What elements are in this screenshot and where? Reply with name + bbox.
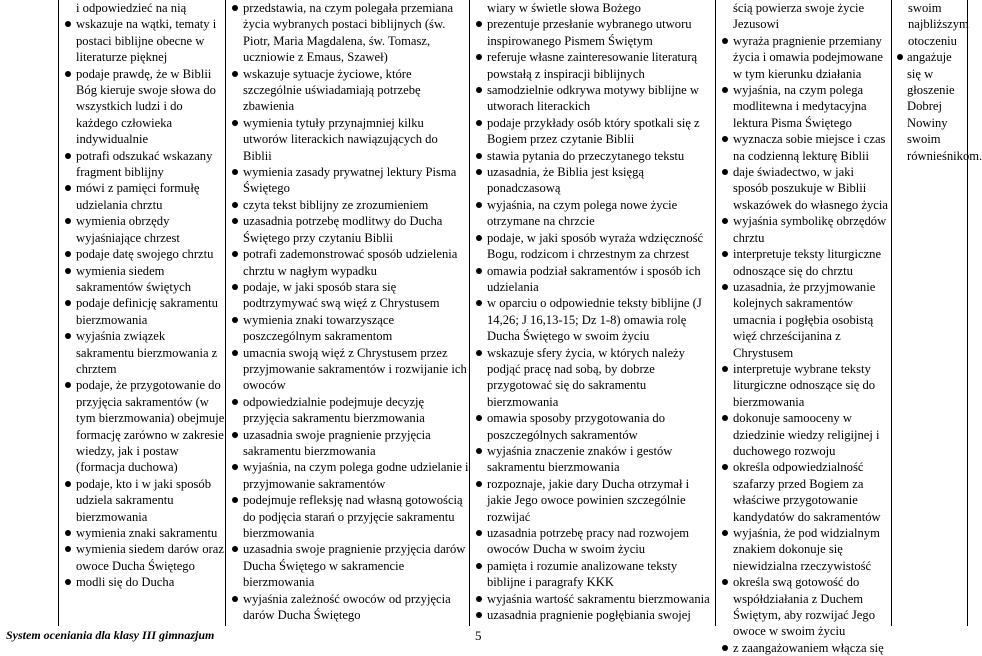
list-item: wyjaśnia symbolikę obrzędów chrztu (720, 213, 891, 246)
list-item-continuation: wiary w świetle słowa Bożego (487, 1, 641, 15)
list-item: w oparciu o odpowiednie teksty biblijne (J 14,26; J 16,13-15; Dz 1-8) omawia rolę Ducha Świętego w swoim życiu (474, 295, 715, 344)
list-item: mówi z pamięci formułę udzielania chrztu (63, 180, 225, 213)
column-2 (226, 0, 470, 626)
list-item: stawia pytania do przeczytanego tekstu (474, 148, 715, 164)
list-item: omawia podział sakramentów i sposób ich udzielania (474, 263, 715, 296)
list-item: samodzielnie odkrywa motywy biblijne w utworach literackich (474, 82, 715, 115)
list-item: modli się do Ducha (63, 574, 225, 590)
list-item: wskazuje na wątki, tematy i postaci biblijne obecne w literaturze pięknej (63, 16, 225, 65)
list-item: wskazuje sfery życia, w których należy podjąć pracę nad sobą, by dobrze przygotować się do sakramentu bierzmowania (474, 345, 715, 411)
list-item: podaje, kto i w jaki sposób udziela sakramentu bierzmowania (63, 476, 225, 525)
page-number: 5 (475, 628, 482, 643)
list-item: interpretuje wybrane teksty liturgiczne odnoszące się do bierzmowania (720, 361, 891, 410)
list-item: określa swą gotowość do współdziałania z Duchem Świętym, aby rozwijać Jego owoce w swoim życiu (720, 574, 891, 640)
list-item: wskazuje sytuacje życiowe, które szczególnie uświadamiają potrzebę zbawienia (230, 66, 469, 115)
list-item: wymienia tytuły przynajmniej kilku utworów literackich nawiązujących do Biblii (230, 115, 469, 164)
list-item: podaje, że przygotowanie do przyjęcia sakramentów (w tym bierzmowania) obejmuje formację zarówno w zakresie wiedzy, jak i postaw (formacja duchowa) (63, 377, 225, 475)
list-item: wymienia znaki sakramentu (63, 525, 225, 541)
list-item: podejmuje refleksję nad własną gotowością do podjęcia starań o przyjęcie sakramentu bierzmowania (230, 492, 469, 541)
column-3 (470, 0, 716, 626)
column-4 (716, 0, 892, 655)
list-item: podaje, w jaki sposób stara się podtrzymywać swą więź z Chrystusem (230, 279, 469, 312)
list-item: pamięta i rozumie analizowane teksty biblijne i paragrafy KKK (474, 558, 715, 591)
column-1 (59, 0, 226, 626)
list-item: podaje definicję sakramentu bierzmowania (63, 295, 225, 328)
list-item: potrafi odszukać wskazany fragment biblijny (63, 148, 225, 181)
list-item: uzasadnia potrzebę modlitwy do Ducha Świętego przy czytaniu Biblii (230, 213, 469, 246)
list-item: wyjaśnia wartość sakramentu bierzmowania (474, 591, 715, 607)
list-item: określa odpowiedzialność szafarzy przed Bogiem za właściwe przygotowanie kandydatów do sakramentów (720, 459, 891, 525)
list-item: wymienia znaki towarzyszące poszczególnym sakramentom (230, 312, 469, 345)
list-item: podaje datę swojego chrztu (63, 246, 225, 262)
list-item-continuation: i odpowiedzieć na nią (76, 1, 187, 15)
list-item: uzasadnia swoje pragnienie przyjęcia darów Ducha Świętego w sakramencie bierzmowania (230, 541, 469, 590)
list-item: podaje, w jaki sposób wyraża wdzięczność Bogu, rodzicom i chrzestnym za chrzest (474, 230, 715, 263)
list-item: interpretuje teksty liturgiczne odnoszące się do chrztu (720, 246, 891, 279)
list-item: wymienia obrzędy wyjaśniające chrzest (63, 213, 225, 246)
list-item: wymienia zasady prywatnej lektury Pisma Świętego (230, 164, 469, 197)
list-item: wymienia siedem darów oraz owoce Ducha Świętego (63, 541, 225, 574)
list-item: uzasadnia, że przyjmowanie kolejnych sakramentów umacnia i pogłębia osobistą więź chrześcijanina z Chrystusem (720, 279, 891, 361)
list-item: umacnia swoją więź z Chrystusem przez przyjmowanie sakramentów i rozwijanie ich owoców (230, 345, 469, 394)
list-item: podaje przykłady osób który spotkali się z Bogiem przez czytanie Biblii (474, 115, 715, 148)
list-item: wyjaśnia znaczenie znaków i gestów sakramentu bierzmowania (474, 443, 715, 476)
list-item: uzasadnia pragnienie pogłębiania swojej (474, 607, 715, 623)
list-item: wyraża pragnienie przemiany życia i omawia podejmowane w tym kierunku działania (720, 33, 891, 82)
list-item: prezentuje przesłanie wybranego utworu inspirowanego Pismem Świętym (474, 16, 715, 49)
list-item: uzasadnia swoje pragnienie przyjęcia sakramentu bierzmowania (230, 427, 469, 460)
column-5 (892, 0, 982, 626)
list-item: rozpoznaje, jakie dary Ducha otrzymał i jakie Jego owoce powinien szczególnie rozwijać (474, 476, 715, 525)
footer-title: System oceniania dla klasy III gimnazjum (6, 628, 215, 642)
list-item: wyjaśnia zależność owoców od przyjęcia darów Ducha Świętego (230, 591, 469, 624)
list-item: czyta tekst biblijny ze zrozumieniem (230, 197, 469, 213)
list-item: wyjaśnia, na czym polega nowe życie otrzymane na chrzcie (474, 197, 715, 230)
list-item: wyjaśnia związek sakramentu bierzmowania z chrztem (63, 328, 225, 377)
list-item: z zaangażowaniem włącza się (720, 640, 891, 656)
list-item: referuje własne zainteresowanie literaturą powstałą z inspiracji biblijnych (474, 49, 715, 82)
list-item: wyjaśnia, że pod widzialnym znakiem dokonuje się niewidzialna rzeczywistość (720, 525, 891, 574)
list-item: uzasadnia, że Biblia jest księgą ponadczasową (474, 164, 715, 197)
list-item: potrafi zademonstrować sposób udzielenia chrztu w nagłym wypadku (230, 246, 469, 279)
list-item: wyjaśnia, na czym polega godne udzielanie i przyjmowanie sakramentów (230, 459, 469, 492)
list-item: wyjaśnia, na czym polega modlitewna i medytacyjna lektura Pisma Świętego (720, 82, 891, 131)
list-item: daje świadectwo, w jaki sposób poszukuje w Biblii wskazówek do własnego życia (720, 164, 891, 213)
list-item: odpowiedzialnie podejmuje decyzję przyjęcia sakramentu bierzmowania (230, 394, 469, 427)
list-item: angażuje się w głoszenie Dobrej Nowiny swoim równieśnikom. (895, 49, 967, 164)
list-item: uzasadnia potrzebę pracy nad rozwojem owoców Ducha w swoim życiu (474, 525, 715, 558)
list-item: omawia sposoby przygotowania do poszczególnych sakramentów (474, 410, 715, 443)
list-item: wyznacza sobie miejsce i czas na codzienną lekturę Biblii (720, 131, 891, 164)
list-item: dokonuje samooceny w dziedzinie wiedzy religijnej i duchowego rozwoju (720, 410, 891, 459)
list-item-continuation: swoim najbliższym otoczeniu (908, 1, 969, 48)
list-item: przedstawia, na czym polegała przemiana życia wybranych postaci biblijnych (św. Piotr, Maria Magdalena, św. Tomasz, uczniowie z Emaus, Szaweł) (230, 0, 469, 66)
list-item: podaje prawdę, że w Biblii Bóg kieruje swoje słowa do wszystkich ludzi i do każdego człowieka indywidualnie (63, 66, 225, 148)
list-item: wymienia siedem sakramentów świętych (63, 263, 225, 296)
list-item-continuation: ścią powierza swoje życie Jezusowi (733, 1, 865, 32)
